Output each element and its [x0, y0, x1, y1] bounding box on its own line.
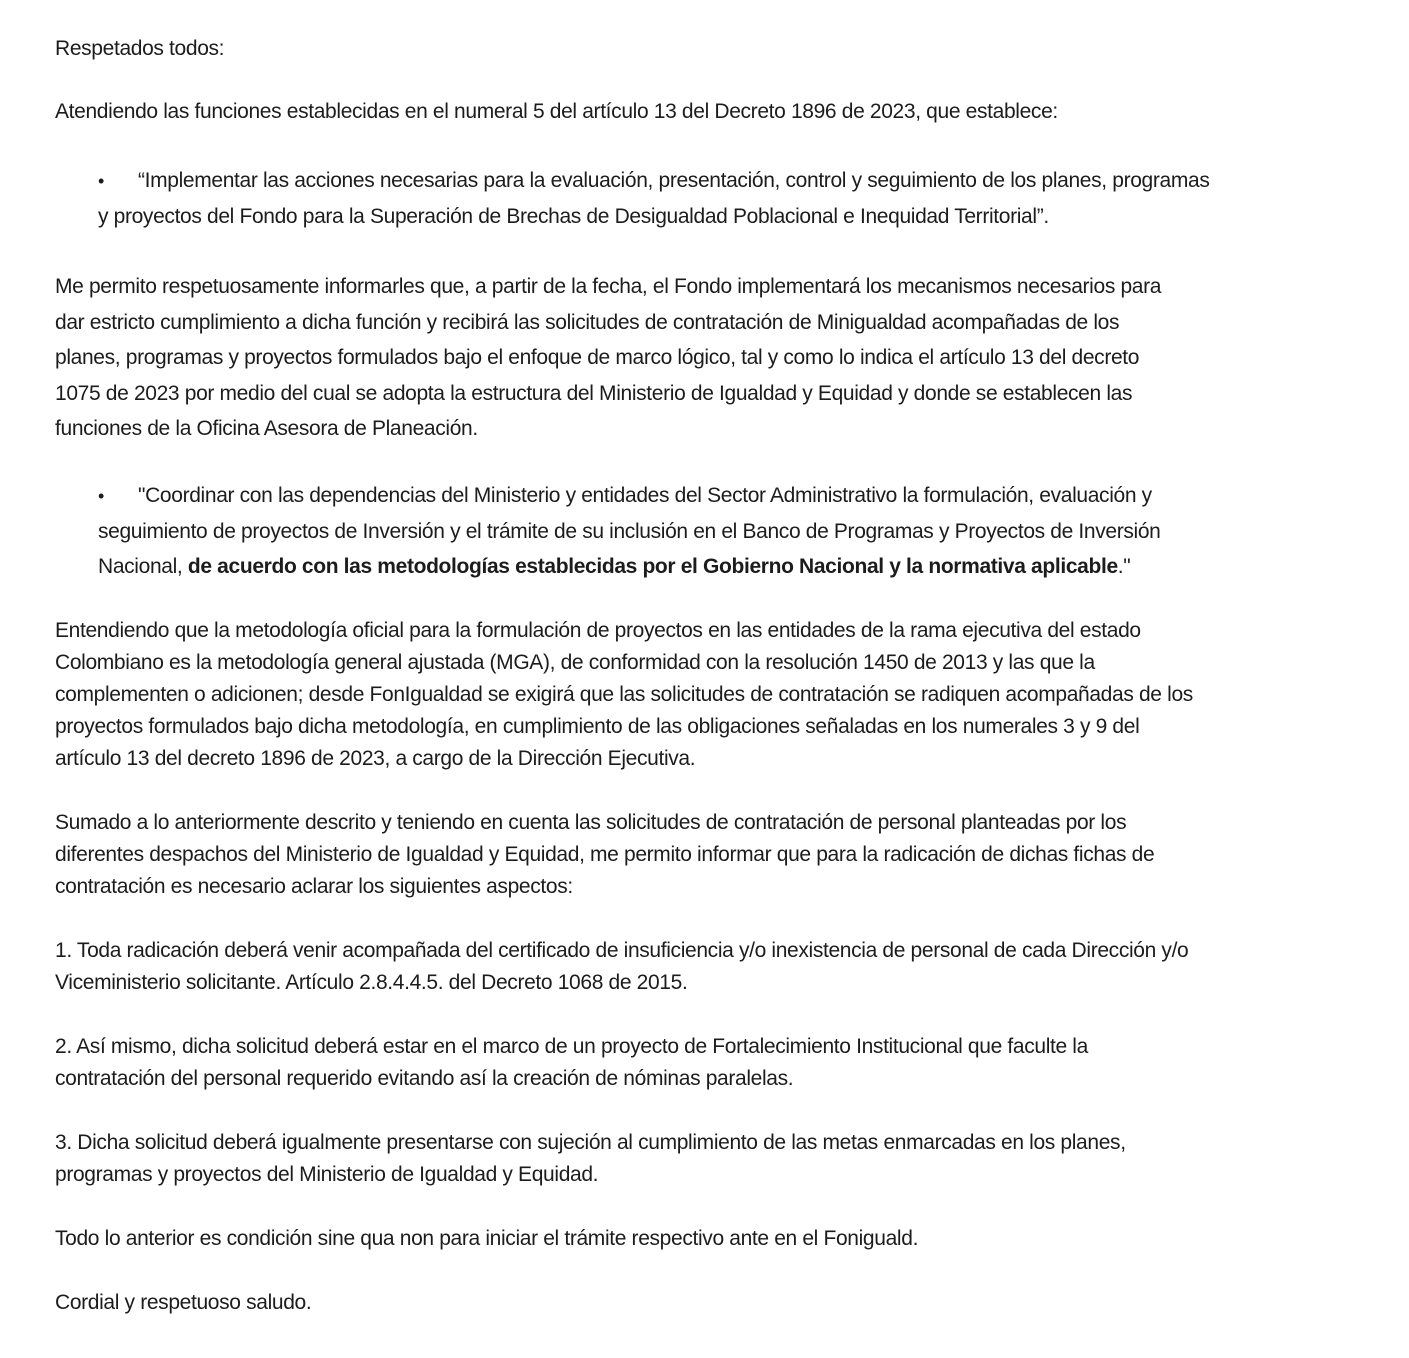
signoff: Cordial y respetuoso saludo. — [55, 1291, 312, 1314]
paragraph-line: funciones de la Oficina Asesora de Planeación. — [55, 417, 478, 440]
quote-1-line: y proyectos del Fondo para la Superación de Brechas de Desigualdad Poblacional e Inequidad Territorial”. — [98, 205, 1049, 228]
paragraph-line: planes, programas y proyectos formulados bajo el enfoque de marco lógico, tal y como lo indica el artículo 13 del decreto — [55, 346, 1140, 369]
paragraph-line: Me permito respetuosamente informarles que, a partir de la fecha, el Fondo implementará los mecanismos necesarios para — [55, 275, 1162, 298]
quote-2-bold-emphasis: de acuerdo con las metodologías establecidas por el Gobierno Nacional y la normativa aplicable — [187, 555, 1118, 578]
paragraph-line: complementen o adicionen; desde FonIgualdad se exigirá que las solicitudes de contratación se radiquen acompañadas de los — [55, 683, 1193, 706]
item-line: 3. Dicha solicitud deberá igualmente presentarse con sujeción al cumplimiento de las metas enmarcadas en los planes, — [55, 1131, 1126, 1154]
intro-paragraph: Atendiendo las funciones establecidas en el numeral 5 del artículo 13 del Decreto 1896 de 2023, que establece: — [55, 100, 1058, 123]
paragraph-line: Colombiano es la metodología general ajustada (MGA), de conformidad con la resolución 1450 de 2013 y las que la — [55, 651, 1095, 674]
bullet-dot-icon: • — [98, 486, 104, 506]
paragraph-line: dar estricto cumplimiento a dicha función y recibirá las solicitudes de contratación de Minigualdad acompañadas de los — [55, 311, 1120, 334]
paragraph-line: Entendiendo que la metodología oficial para la formulación de proyectos en las entidades de la rama ejecutiva del estado — [55, 619, 1141, 642]
item-line: 1. Toda radicación deberá venir acompañada del certificado de insuficiencia y/o inexistencia de personal de cada Dirección y/o — [55, 939, 1189, 962]
paragraph-line: Sumado a lo anteriormente descrito y teniendo en cuenta las solicitudes de contratación de personal planteadas por los — [55, 811, 1127, 834]
item-line: programas y proyectos del Ministerio de Igualdad y Equidad. — [55, 1163, 599, 1186]
item-line: Viceministerio solicitante. Artículo 2.8.4.4.5. del Decreto 1068 de 2015. — [55, 971, 688, 994]
greeting: Respetados todos: — [55, 37, 225, 60]
paragraph-line: diferentes despachos del Ministerio de Igualdad y Equidad, me permito informar que para la radicación de dichas fichas de — [55, 843, 1155, 866]
bullet-dot-icon: • — [98, 171, 104, 191]
quote-2-line — [98, 556, 1130, 577]
quote-2-prefix: Nacional, — [98, 555, 188, 578]
closing-condition: Todo lo anterior es condición sine qua non para iniciar el trámite respectivo ante en el Foniguald. — [55, 1227, 919, 1250]
quote-2-suffix: ." — [1117, 555, 1131, 578]
quote-1-line: “Implementar las acciones necesarias para la evaluación, presentación, control y seguimiento de los planes, programas — [138, 169, 1210, 192]
quote-2-line: seguimiento de proyectos de Inversión y el trámite de su inclusión en el Banco de Programas y Proyectos de Inversión — [98, 520, 1161, 543]
paragraph-line: artículo 13 del decreto 1896 de 2023, a cargo de la Dirección Ejecutiva. — [55, 747, 696, 770]
paragraph-line: 1075 de 2023 por medio del cual se adopta la estructura del Ministerio de Igualdad y Equidad y donde se establecen las — [55, 382, 1133, 405]
paragraph-line: contratación es necesario aclarar los siguientes aspectos: — [55, 875, 573, 898]
item-line: contratación del personal requerido evitando así la creación de nóminas paralelas. — [55, 1067, 794, 1090]
paragraph-line: proyectos formulados bajo dicha metodología, en cumplimiento de las obligaciones señaladas en los numerales 3 y 9 del — [55, 715, 1140, 738]
item-line: 2. Así mismo, dicha solicitud deberá estar en el marco de un proyecto de Fortalecimiento Institucional que faculte la — [55, 1035, 1088, 1058]
quote-2-line: "Coordinar con las dependencias del Ministerio y entidades del Sector Administrativo la formulación, evaluación y — [138, 484, 1152, 507]
